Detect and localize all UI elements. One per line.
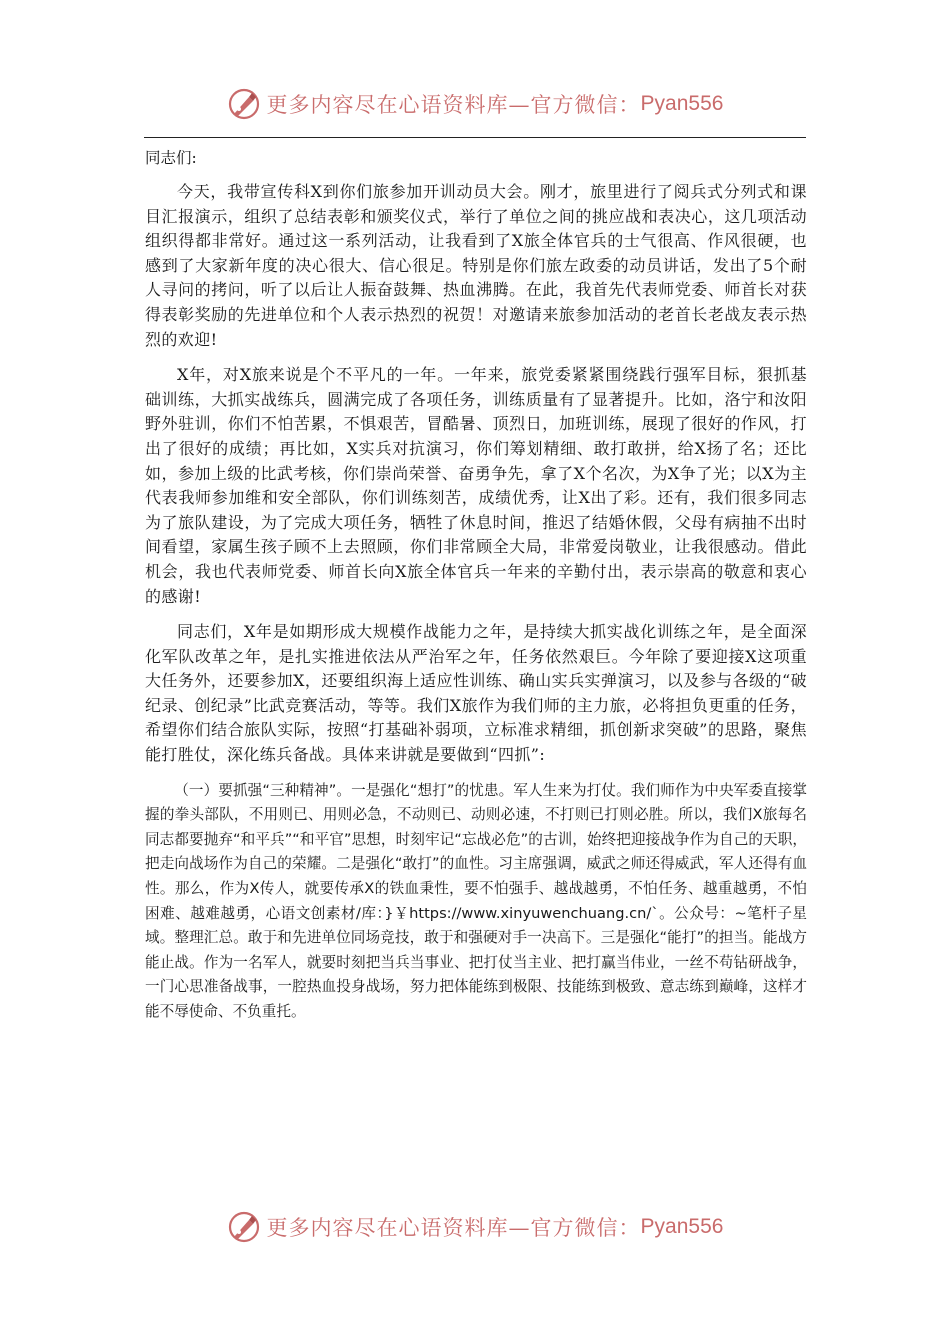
paragraph-tasks: 同志们，X年是如期形成大规模作战能力之年，是持续大抓实战化训练之年，是全面深化军队改革之年，是扎实推进依法从严治军之年，任务依然艰巨。今年除了要迎接X这项重大任务外，还要参加X，还要组织海上适应性训练、确山实兵实弹演习，以及参与各级的“破纪录、创纪录”比武竞赛活动，等等。我们X旅作为我们师的主力旅，必将担负更重的任务，希望你们结合旅队实际，按照“打基础补弱项，立标准求精细，抓创新求突破”的思路，聚焦能打胜仗，深化练兵备战。具体来讲就是要做到“四抓”:: [145, 622, 807, 765]
header-banner: [0, 84, 950, 124]
footer-wechat-id: Pyan556: [640, 1215, 724, 1238]
salutation: 同志们:: [145, 149, 197, 167]
pen-nib-logo-icon: [227, 1210, 261, 1244]
footer-banner-text: 更多内容尽在心语资料库—官方微信：: [266, 1216, 641, 1240]
section-one-three-spirits: （一）要抓强“三种精神”。一是强化“想打”的忧患。军人生来为打仗。我们师作为中央军委直接掌握的拳头部队，不用则已、用则必急，不动则已、动则必速，不打则已打则必胜。所以，我们X旅每名同志都要抛弃“和平兵”“和平官”思想，时刻牢记“忘战必危”的古训，始终把迎接战争作为自己的天职，把走向战场作为自己的荣耀。二是强化“敢打”的血性。习主席强调，威武之师还得威武，军人还得有血性。那么，作为X传人，就要传承X的铁血秉性，要不怕强手、越战越勇，不怕任务、越重越勇，不怕困难、越难越勇，心语文创素材/库：}￥https://www.xinyuwenchuang.cn/`。公众号：~笔杆子星域。整理汇总。敢于和先进单位同场竞技，敢于和强硬对手一决高下。三是强化“能打”的担当。能战方能止战。作为一名军人，就要时刻把当兵当事业、把打仗当主业、把打赢当伟业，一丝不苟钻研战争，一门心思准备战事，一腔热血投身战场，努力把体能练到极限、技能练到极致、意志练到巅峰，这样才能不辱使命、不负重托。: [145, 781, 807, 1020]
paragraph-opening: 今天，我带宣传科X到你们旅参加开训动员大会。刚才，旅里进行了阅兵式分列式和课目汇报演示，组织了总结表彰和颁奖仪式，举行了单位之间的挑应战和表决心，这几项活动组织得都非常好。通过这一系列活动，让我看到了X旅全体官兵的士气很高、作风很硬，也感到了大家新年度的决心很大、信心很足。特别是你们旅左政委的动员讲话，发出了5个耐人寻问的拷问，听了以后让人振奋鼓舞、热血沸腾。在此，我首先代表师党委、师首长对获得表彰奖励的先进单位和个人表示热烈的祝贺！对邀请来旅参加活动的老首长老战友表示热烈的欢迎!: [145, 182, 807, 349]
document-body: [145, 146, 807, 1025]
footer-banner: [0, 1207, 950, 1247]
header-wechat-id: Pyan556: [640, 92, 724, 115]
paragraph-review: X年，对X旅来说是个不平凡的一年。一年来，旅党委紧紧围绕践行强军目标，狠抓基础训练，大抓实战练兵，圆满完成了各项任务，训练质量有了显著提升。比如，洛宁和汝阳野外驻训，你们不怕苦累，不惧艰苦，冒酷暑、顶烈日，加班训练，展现了很好的作风，打出了很好的成绩；再比如，X实兵对抗演习，你们筹划精细、敢打敢拼，给X扬了名；还比如，参加上级的比武考核，你们崇尚荣誉、奋勇争先，拿了X个名次，为X争了光；以X为主代表我师参加维和安全部队，你们训练刻苦，成绩优秀，让X出了彩。还有，我们很多同志为了旅队建设，为了完成大项任务，牺牲了休息时间，推迟了结婚休假，父母有病抽不出时间看望，家属生孩子顾不上去照顾，你们非常顾全大局，非常爱岗敬业，让我很感动。借此机会，我也代表师党委、师首长向X旅全体官兵一年来的辛勤付出，表示崇高的敬意和衷心的感谢!: [145, 365, 807, 606]
header-banner-text: 更多内容尽在心语资料库—官方微信：: [266, 93, 641, 117]
header-divider: [144, 137, 806, 138]
pen-nib-logo-icon: [227, 87, 261, 121]
